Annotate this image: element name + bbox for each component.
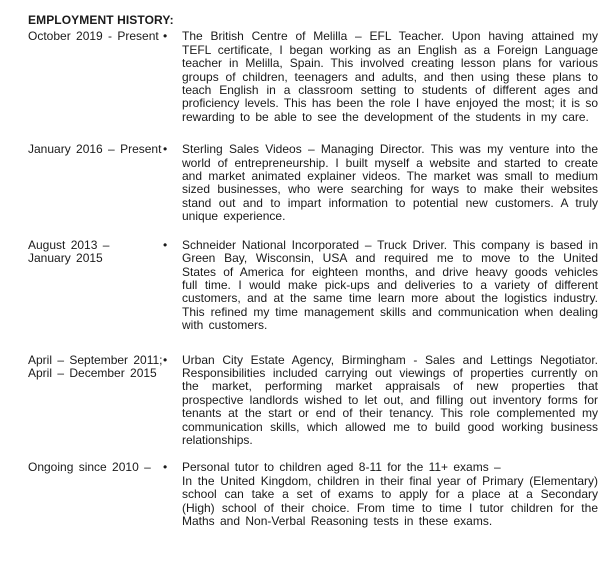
date-line: April – December 2015 [28,365,157,380]
date-line: January 2016 – Present [28,142,162,157]
entry-date-range [28,143,163,156]
entry-description [182,461,598,528]
description-paragraph: The British Centre of Melilla – EFL Teacher. Upon having attained my TEFL certificate, I began working as an English as a Foreign Language teacher in Melilla, Spain. This involved creating lesson plans for various groups of children, teenagers and adults, and then using these plans to teach English in a classroom setting to students of different ages and proficiency levels. This has been the role I have enjoyed the most; it is so rewarding to be able to see the development of the students in my care. [182,29,598,124]
employment-entry [28,354,598,448]
bullet-icon: • [163,142,168,157]
description-paragraph: Sterling Sales Videos – Managing Director. This was my venture into the world of entrepreneurship. I built myself a website and started to create and market animated explainer videos. The market was small to medium sized businesses, who were searching for ways to make their websites stand out and to impart information to potential new customers. A truly unique experience. [182,142,598,224]
date-line: Ongoing since 2010 – [28,460,151,475]
bullet-icon: • [163,460,168,475]
entry-description [182,354,598,448]
entry-description [182,239,598,333]
date-line: October 2019 - Present [28,29,159,44]
entry-date-range [28,461,163,474]
employment-entry [28,239,598,333]
employment-entry [28,461,598,528]
employment-history-heading: EMPLOYMENT HISTORY: [28,13,174,27]
date-line: August 2013 – [28,237,110,252]
entry-date-range [28,354,163,381]
date-line: January 2015 [28,251,103,266]
description-paragraph: Schneider National Incorporated – Truck Driver. This company is based in Green Bay, Wisconsin, USA and required me to move to the United States of America for eighteen months, and drive heavy goods vehicles full time. I would make pick-ups and deliveries to a variety of different customers, and at the same time learn more about the logistics industry. This refined my time management skills and communication when dealing with customers. [182,237,598,333]
entry-date-range [28,239,163,266]
bullet-icon: • [163,29,168,44]
date-line: April – September 2011; [28,352,163,367]
entry-date-range [28,30,163,43]
description-paragraph: Urban City Estate Agency, Birmingham - Sales and Lettings Negotiator. Responsibilities included carrying out viewings of properties currently on the market, performing market appraisals of new properties that prospective landlords wished to let out, and filling out inventory forms for tenants at the start or end of their tenancy. This role complemented my communication skills, which allowed me to build good working business relationships. [182,352,598,447]
description-paragraph: In the United Kingdom, children in their final year of Primary (Elementary) school can take a set of exams to apply for a place at a Secondary (High) school of their choice. From time to time I tutor children for the Maths and Non-Verbal Reasoning tests in these exams. [182,473,598,528]
employment-entries-list [28,30,598,528]
employment-entry [28,30,598,124]
bullet-icon: • [163,352,168,367]
bullet-icon: • [163,237,168,252]
employment-entry [28,143,598,223]
description-paragraph: Personal tutor to children aged 8-11 for the 11+ exams – [182,460,501,475]
entry-description [182,143,598,223]
entry-description [182,30,598,124]
